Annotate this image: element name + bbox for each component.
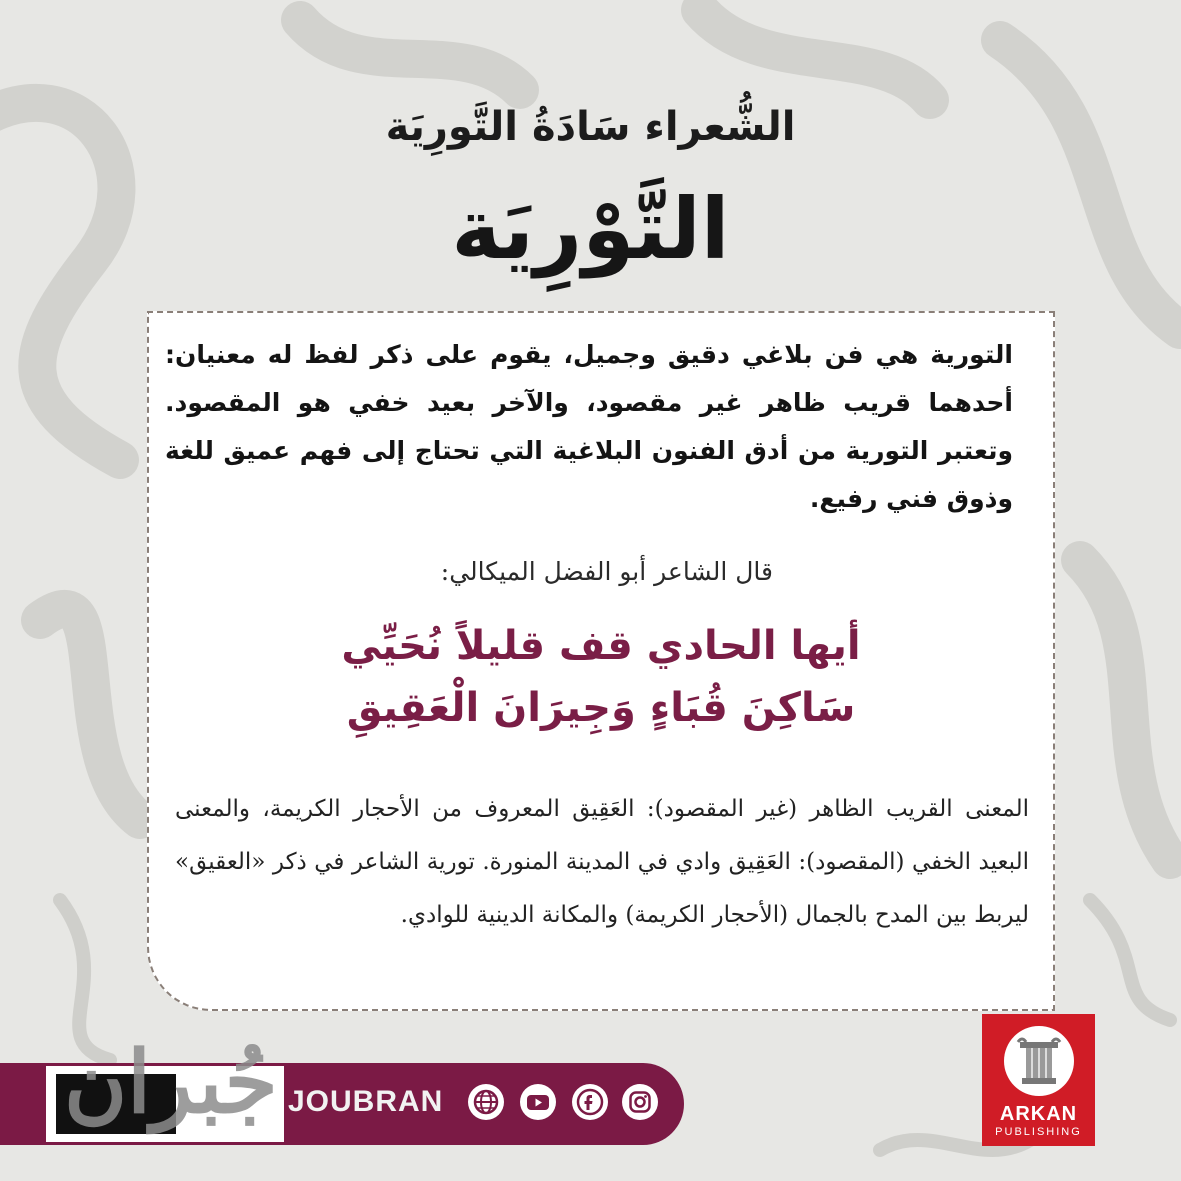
- column-icon: [1004, 1026, 1074, 1096]
- joubran-logo[interactable]: [46, 1032, 284, 1142]
- youtube-icon[interactable]: [518, 1082, 558, 1122]
- brand-name: JOUBRAN: [288, 1085, 444, 1118]
- logo-calligraphy: جُبران: [64, 1032, 278, 1133]
- instagram-icon[interactable]: [620, 1082, 660, 1122]
- poet-intro: قال الشاعر أبو الفضل الميكالي:: [440, 557, 773, 586]
- publisher-sub: PUBLISHING: [995, 1126, 1082, 1138]
- definition-paragraph: التورية هي فن بلاغي دقيق وجميل، يقوم على ذكر لفظ له معنيان: أحدهما قريب ظاهر غير مقصود، والآخر بعيد خفي هو المقصود. وتعتبر التورية من أدق الفنون البلاغية التي تحتاج إلى فهم عميق للغة وذوق فني رفيع.: [165, 340, 1013, 513]
- page-title: التَّوْرِيَة: [451, 180, 730, 278]
- explanation-paragraph: المعنى القريب الظاهر (غير المقصود): العَقِيق المعروف من الأحجار الكريمة، والمعنى البعيد الخفي (المقصود): العَقِيق وادي في المدينة المنورة. تورية الشاعر في ذكر «العقيق» ليربط بين المدح بالجمال (الأحجار الكريمة) والمكانة الدينية للوادي.: [175, 796, 1029, 928]
- publisher-name: ARKAN: [999, 1103, 1078, 1125]
- content-card: [147, 311, 1055, 1011]
- globe-icon[interactable]: [466, 1082, 506, 1122]
- verse-line-2: سَاكِنَ قُبَاءٍ وَجِيرَانَ الْعَقِيقِ: [346, 685, 856, 731]
- page-subtitle: الشُّعراء سَادَةُ التَّورِيَة: [385, 104, 796, 150]
- arkan-logo[interactable]: [982, 1014, 1095, 1146]
- verse-line-1: أيها الحادي قف قليلاً نُحَيِّي: [341, 623, 861, 669]
- facebook-icon[interactable]: [570, 1082, 610, 1122]
